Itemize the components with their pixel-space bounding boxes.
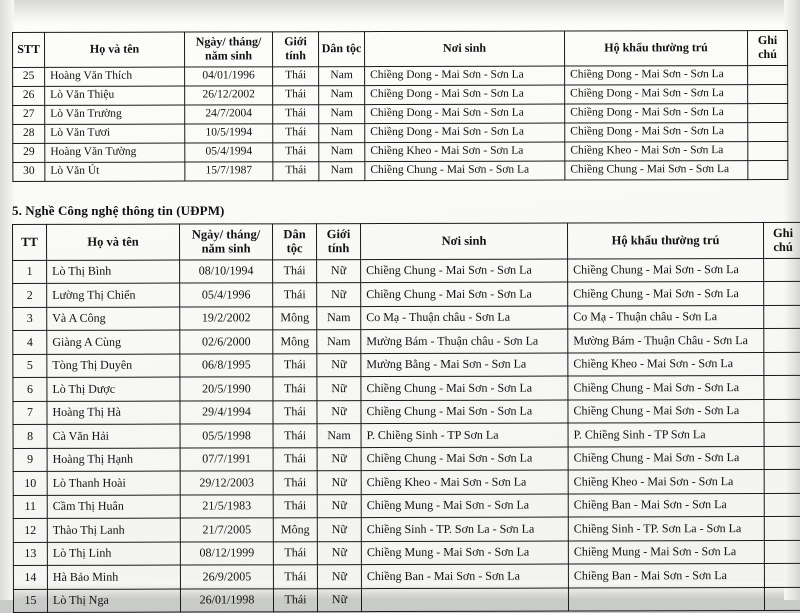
cell-dob: 29/12/2003 bbox=[180, 471, 273, 495]
cell-stt: 30 bbox=[13, 162, 45, 181]
cell-note bbox=[764, 540, 800, 564]
cell-gender: Nữ bbox=[317, 471, 361, 495]
table-row bbox=[13, 122, 788, 143]
table-row bbox=[13, 352, 800, 378]
cell-residence: Chiềng Chung - Mai Sơn - Sơn La bbox=[568, 258, 764, 282]
col-header-ethnicity: Dân tộc bbox=[319, 32, 365, 67]
cell-ethnicity: Thái bbox=[273, 377, 317, 401]
cell-gender: Nữ bbox=[317, 400, 361, 424]
cell-name: Lò Thanh Hoài bbox=[47, 471, 180, 495]
table-continued-list bbox=[12, 30, 788, 182]
cell-gender: Thái bbox=[273, 161, 319, 180]
table-row bbox=[13, 282, 800, 308]
cell-birthplace: Mường Bám - Thuận châu - Sơn La bbox=[361, 329, 568, 353]
cell-residence: P. Chiềng Sinh - TP Sơn La bbox=[568, 423, 764, 447]
cell-ethnicity: Mông bbox=[273, 330, 317, 354]
cell-name: Và A Công bbox=[47, 307, 180, 331]
cell-residence: Chiềng Dong - Mai Sơn - Sơn La bbox=[565, 65, 748, 84]
cell-note bbox=[748, 141, 788, 160]
cell-note bbox=[764, 564, 800, 588]
cell-tt: 12 bbox=[13, 519, 47, 543]
cell-ethnicity: Nam bbox=[319, 85, 365, 104]
cell-birthplace: Chiềng Mung - Mai Sơn - Sơn La bbox=[361, 494, 568, 518]
cell-stt: 26 bbox=[13, 86, 45, 105]
table-header-row bbox=[13, 222, 800, 260]
col-header-name: Họ và tên bbox=[45, 32, 185, 67]
cell-gender: Nữ bbox=[317, 353, 361, 377]
cell-tt: 14 bbox=[13, 566, 47, 590]
cell-residence: Chiềng Dong - Mai Sơn - Sơn La bbox=[565, 103, 748, 122]
cell-gender: Nữ bbox=[317, 259, 361, 283]
cell-name: Lò Văn Trường bbox=[45, 105, 185, 124]
table-row bbox=[13, 160, 788, 181]
cell-dob: 02/6/2000 bbox=[180, 330, 273, 354]
cell-gender: Thái bbox=[273, 66, 319, 85]
table-header-row bbox=[13, 30, 788, 67]
cell-residence: Chiềng Chung - Mai Sơn - Sơn La bbox=[565, 160, 748, 179]
cell-dob: 05/4/1996 bbox=[180, 283, 273, 307]
cell-gender: Nữ bbox=[317, 588, 361, 612]
cell-name: Lò Văn Thiệu bbox=[45, 86, 185, 105]
cell-dob: 05/4/1994 bbox=[185, 142, 273, 161]
cell-name: Thào Thị Lanh bbox=[47, 518, 180, 542]
cell-stt: 27 bbox=[13, 105, 45, 124]
cell-dob: 20/5/1990 bbox=[180, 377, 273, 401]
cell-ethnicity: Nam bbox=[319, 104, 365, 123]
cell-residence: Chiềng Sinh - TP. Sơn La - Sơn La bbox=[568, 517, 764, 541]
table-row bbox=[13, 305, 800, 331]
cell-residence: Chiềng Kheo - Mai Sơn - Sơn La bbox=[568, 470, 764, 494]
table-row bbox=[13, 65, 788, 86]
cell-tt: 3 bbox=[13, 307, 47, 331]
cell-ethnicity: Nam bbox=[319, 123, 365, 142]
table-it-trade-list bbox=[12, 222, 800, 613]
cell-note bbox=[764, 493, 800, 517]
col-header-residence: Hộ khẩu thường trú bbox=[567, 223, 763, 259]
cell-dob: 04/01/1996 bbox=[185, 66, 273, 85]
cell-note bbox=[764, 282, 800, 306]
cell-gender: Thái bbox=[273, 142, 319, 161]
cell-ethnicity: Mông bbox=[273, 518, 317, 542]
cell-residence: Chiềng Kheo - Mai Sơn - Sơn La bbox=[568, 352, 764, 376]
cell-note bbox=[764, 352, 800, 376]
cell-residence: Chiềng Ban - Mai Sơn - Sơn La bbox=[568, 493, 764, 517]
cell-ethnicity: Thái bbox=[273, 424, 317, 448]
cell-birthplace: Chiềng Chung - Mai Sơn - Sơn La bbox=[361, 376, 568, 400]
cell-gender: Nữ bbox=[317, 447, 361, 471]
cell-dob: 21/7/2005 bbox=[180, 518, 273, 542]
cell-note bbox=[764, 305, 800, 329]
cell-note bbox=[748, 160, 788, 179]
table-row bbox=[13, 399, 800, 425]
cell-residence: Chiềng Kheo - Mai Sơn - Sơn La bbox=[565, 141, 748, 160]
cell-gender: Nữ bbox=[317, 541, 361, 565]
cell-note bbox=[764, 470, 800, 494]
cell-birthplace: Chiềng Dong - Mai Sơn - Sơn La bbox=[365, 104, 565, 124]
page-edge-top bbox=[0, 0, 800, 24]
cell-birthplace: Chiềng Sinh - TP. Sơn La - Sơn La bbox=[361, 517, 568, 541]
col-header-ethnicity: Dân tộc bbox=[273, 224, 317, 260]
cell-birthplace: Chiềng Ban - Mai Sơn - Sơn La bbox=[361, 564, 568, 588]
cell-tt: 7 bbox=[13, 401, 47, 425]
cell-gender: Nữ bbox=[317, 518, 361, 542]
cell-ethnicity: Thái bbox=[273, 541, 317, 565]
cell-ethnicity: Thái bbox=[273, 565, 317, 589]
table-body bbox=[13, 65, 788, 181]
col-header-gender: Giới tính bbox=[317, 224, 361, 260]
cell-ethnicity: Nam bbox=[319, 142, 365, 161]
cell-note bbox=[748, 103, 788, 122]
table-row bbox=[13, 470, 800, 496]
cell-dob: 21/5/1983 bbox=[180, 495, 273, 519]
cell-gender: Thái bbox=[273, 104, 319, 123]
col-header-name: Họ và tên bbox=[47, 224, 180, 260]
cell-name: Lò Thị Bình bbox=[47, 260, 180, 284]
cell-note bbox=[764, 517, 800, 541]
table-row bbox=[13, 103, 788, 124]
table-row bbox=[13, 517, 800, 543]
cell-tt: 13 bbox=[13, 542, 47, 566]
cell-tt: 2 bbox=[13, 284, 47, 308]
cell-ethnicity: Thái bbox=[273, 494, 317, 518]
cell-dob: 06/8/1995 bbox=[180, 354, 273, 378]
cell-birthplace: Chiềng Chung - Mai Sơn - Sơn La bbox=[361, 282, 568, 306]
cell-name: Lường Thị Chiến bbox=[47, 283, 180, 307]
cell-birthplace: Co Mạ - Thuận châu - Sơn La bbox=[361, 306, 568, 330]
cell-stt: 25 bbox=[13, 67, 45, 86]
cell-note bbox=[764, 446, 800, 470]
cell-ethnicity: Nam bbox=[319, 66, 365, 85]
cell-ethnicity: Thái bbox=[273, 471, 317, 495]
cell-residence: Chiềng Chung - Mai Sơn - Sơn La bbox=[568, 282, 764, 306]
col-header-dob: Ngày/ tháng/ năm sinh bbox=[185, 32, 273, 67]
cell-gender: Nam bbox=[317, 306, 361, 330]
cell-tt: 11 bbox=[13, 495, 47, 519]
cell-note bbox=[764, 258, 800, 282]
cell-dob: 07/7/1991 bbox=[180, 448, 273, 472]
cell-name: Lò Thị Nga bbox=[47, 589, 180, 613]
cell-name: Lò Văn Tươi bbox=[45, 124, 185, 143]
cell-birthplace: Chiềng Dong - Mai Sơn - Sơn La bbox=[365, 85, 565, 105]
cell-residence: Chiềng Chung - Mai Sơn - Sơn La bbox=[568, 399, 764, 423]
cell-ethnicity: Mông bbox=[273, 306, 317, 330]
cell-dob: 15/7/1987 bbox=[185, 161, 273, 180]
col-header-stt: STT bbox=[13, 32, 45, 67]
table-row bbox=[13, 564, 800, 590]
cell-birthplace: Chiềng Kheo - Mai Sơn - Sơn La bbox=[361, 470, 568, 494]
cell-dob: 08/12/1999 bbox=[180, 542, 273, 566]
cell-birthplace: Chiềng Kheo - Mai Sơn - Sơn La bbox=[365, 142, 565, 162]
cell-tt: 8 bbox=[13, 425, 47, 449]
table-row bbox=[13, 376, 800, 402]
cell-tt: 9 bbox=[13, 448, 47, 472]
cell-note bbox=[764, 399, 800, 423]
cell-name: Hoàng Văn Thích bbox=[45, 67, 185, 86]
cell-residence: Co Mạ - Thuận châu - Sơn La bbox=[568, 305, 764, 329]
cell-residence: Chiềng Dong - Mai Sơn - Sơn La bbox=[565, 84, 748, 103]
cell-note bbox=[764, 376, 800, 400]
cell-tt: 4 bbox=[13, 331, 47, 355]
cell-dob: 26/9/2005 bbox=[180, 565, 273, 589]
cell-stt: 29 bbox=[13, 143, 45, 162]
table-row bbox=[13, 493, 800, 519]
cell-name: Tòng Thị Duyên bbox=[47, 354, 180, 378]
cell-dob: 05/5/1998 bbox=[180, 424, 273, 448]
cell-tt: 15 bbox=[13, 589, 47, 613]
table-body bbox=[13, 258, 800, 613]
cell-birthplace: P. Chiềng Sinh - TP Sơn La bbox=[361, 423, 568, 447]
col-header-note: Ghi chú bbox=[763, 222, 800, 258]
cell-residence: Chiềng Mung - Mai Sơn - Sơn La bbox=[568, 540, 764, 564]
cell-dob: 24/7/2004 bbox=[185, 104, 273, 123]
table-row bbox=[13, 540, 800, 566]
cell-birthplace: Chiềng Chung - Mai Sơn - Sơn La bbox=[361, 447, 568, 471]
cell-tt: 5 bbox=[13, 354, 47, 378]
cell-note bbox=[764, 587, 800, 611]
table-row bbox=[13, 84, 788, 105]
cell-dob: 26/01/1998 bbox=[180, 589, 273, 613]
cell-gender: Thái bbox=[273, 85, 319, 104]
cell-name: Cầm Thị Huân bbox=[47, 495, 180, 519]
table-row bbox=[13, 258, 800, 284]
cell-name: Lò Văn Út bbox=[45, 162, 185, 181]
col-header-birthplace: Nơi sinh bbox=[361, 223, 568, 259]
cell-ethnicity: Thái bbox=[273, 259, 317, 283]
table-row bbox=[13, 329, 800, 355]
cell-residence bbox=[568, 587, 764, 611]
cell-dob: 29/4/1994 bbox=[180, 401, 273, 425]
table-row bbox=[13, 423, 800, 449]
cell-note bbox=[748, 65, 788, 84]
cell-dob: 19/2/2002 bbox=[180, 307, 273, 331]
cell-dob: 10/5/1994 bbox=[185, 123, 273, 142]
col-header-tt: TT bbox=[13, 224, 47, 260]
cell-name: Hoàng Thị Hà bbox=[47, 401, 180, 425]
cell-ethnicity: Thái bbox=[273, 353, 317, 377]
cell-birthplace: Chiềng Chung - Mai Sơn - Sơn La bbox=[365, 161, 565, 181]
cell-name: Cà Văn Hải bbox=[47, 424, 180, 448]
cell-gender: Nữ bbox=[317, 283, 361, 307]
cell-name: Hoàng Thị Hạnh bbox=[47, 448, 180, 472]
cell-name: Lò Thị Linh bbox=[47, 542, 180, 566]
col-header-note: Ghi chú bbox=[747, 30, 787, 65]
cell-ethnicity: Thái bbox=[273, 447, 317, 471]
cell-gender: Nam bbox=[317, 424, 361, 448]
cell-birthplace: Chiềng Chung - Mai Sơn - Sơn La bbox=[361, 259, 568, 283]
cell-name: Hoàng Văn Tường bbox=[45, 143, 185, 162]
cell-note bbox=[748, 84, 788, 103]
cell-residence: Chiềng Ban - Mai Sơn - Sơn La bbox=[568, 564, 764, 588]
cell-tt: 1 bbox=[13, 260, 47, 284]
table-row bbox=[13, 446, 800, 472]
table-row bbox=[13, 141, 788, 162]
cell-gender: Nữ bbox=[317, 494, 361, 518]
cell-name: Giàng A Cùng bbox=[47, 330, 180, 354]
cell-note bbox=[764, 329, 800, 353]
cell-tt: 6 bbox=[13, 378, 47, 402]
cell-birthplace: Chiềng Dong - Mai Sơn - Sơn La bbox=[365, 123, 565, 143]
cell-birthplace: Mường Bằng - Mai Sơn - Sơn La bbox=[361, 353, 568, 377]
cell-ethnicity: Thái bbox=[273, 400, 317, 424]
cell-ethnicity: Thái bbox=[273, 283, 317, 307]
cell-gender: Thái bbox=[273, 123, 319, 142]
cell-birthplace: Chiềng Chung - Mai Sơn - Sơn La bbox=[361, 400, 568, 424]
cell-tt: 10 bbox=[13, 472, 47, 496]
cell-residence: Chiềng Dong - Mai Sơn - Sơn La bbox=[565, 122, 748, 141]
cell-gender: Nữ bbox=[317, 565, 361, 589]
col-header-gender: Giới tính bbox=[273, 32, 319, 67]
cell-birthplace: Chiềng Mung - Mai Sơn - Sơn La bbox=[361, 541, 568, 565]
cell-note bbox=[748, 122, 788, 141]
cell-note bbox=[764, 423, 800, 447]
cell-birthplace: Chiềng Dong - Mai Sơn - Sơn La bbox=[365, 66, 565, 86]
col-header-dob: Ngày/ tháng/ năm sinh bbox=[180, 224, 273, 260]
cell-residence: Chiềng Chung - Mai Sơn - Sơn La bbox=[568, 376, 764, 400]
cell-gender: Nữ bbox=[317, 377, 361, 401]
cell-dob: 26/12/2002 bbox=[185, 85, 273, 104]
cell-residence: Chiềng Chung - Mai Sơn - Sơn La bbox=[568, 446, 764, 470]
cell-stt: 28 bbox=[13, 124, 45, 143]
cell-name: Hà Bảo Minh bbox=[47, 565, 180, 589]
cell-ethnicity: Thái bbox=[273, 588, 317, 612]
col-header-birthplace: Nơi sinh bbox=[365, 31, 565, 66]
cell-gender: Nam bbox=[317, 330, 361, 354]
section-heading: 5. Nghề Công nghệ thông tin (UĐPM) bbox=[12, 203, 225, 218]
cell-ethnicity: Nam bbox=[319, 161, 365, 180]
cell-residence: Mường Bám - Thuận Châu - Sơn La bbox=[568, 329, 764, 353]
col-header-residence: Hộ khẩu thường trú bbox=[564, 31, 747, 66]
cell-name: Lò Thị Dược bbox=[47, 377, 180, 401]
cell-dob: 08/10/1994 bbox=[180, 260, 273, 284]
